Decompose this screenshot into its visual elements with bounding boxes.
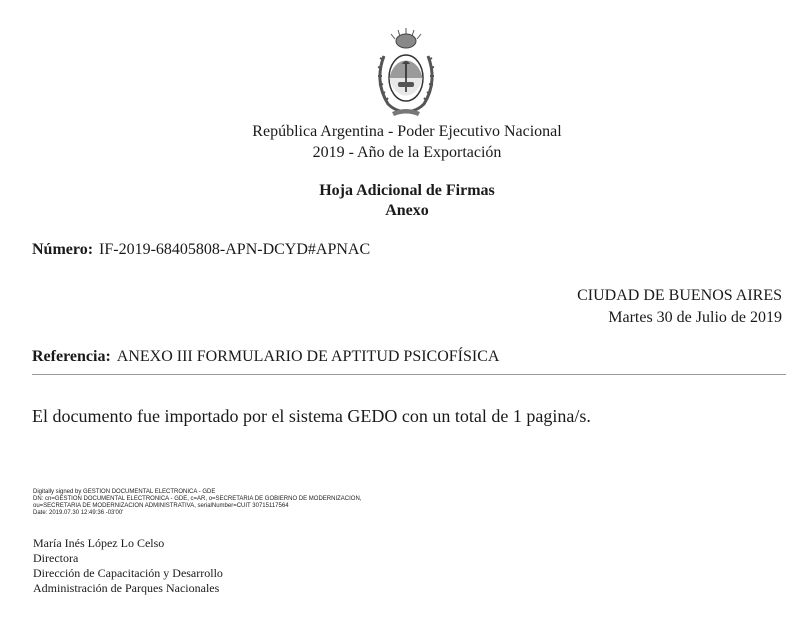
signer-role: Directora xyxy=(33,551,79,565)
place-date-block xyxy=(577,285,782,329)
coat-of-arms-icon xyxy=(374,26,438,120)
digital-signature-line: DN: cn=GESTION DOCUMENTAL ELECTRONICA - GDE, c=AR, o=SECRETARIA DE GOBIERNO DE MODERNIZACION, xyxy=(33,496,362,502)
header-year-motto: 2019 - Año de la Exportación xyxy=(312,144,502,161)
digital-signature-line: ou=SECRETARIA DE MODERNIZACION ADMINISTRATIVA, serialNumber=CUIT 30715117564 xyxy=(33,503,289,509)
reference xyxy=(32,347,499,367)
signer-organization: Administración de Parques Nacionales xyxy=(33,581,220,595)
digital-signature-line: Digitally signed by GESTION DOCUMENTAL ELECTRONICA - GDE xyxy=(33,489,216,495)
document-subtitle: Anexo xyxy=(385,202,429,219)
reference-label: Referencia: xyxy=(32,348,111,365)
document-number-label: Número: xyxy=(32,241,94,258)
signer-name: María Inés López Lo Celso xyxy=(33,536,165,550)
header-republic: República Argentina - Poder Ejecutivo Nacional xyxy=(252,123,562,140)
divider xyxy=(32,374,786,375)
signer-unit: Dirección de Capacitación y Desarrollo xyxy=(33,566,223,580)
signer-block xyxy=(33,536,223,596)
document-number xyxy=(32,240,370,260)
digital-signature-line: Date: 2019.07.30 12:49:36 -03'00' xyxy=(33,510,124,516)
city: CIUDAD DE BUENOS AIRES xyxy=(577,287,782,304)
date: Martes 30 de Julio de 2019 xyxy=(608,309,782,326)
document-number-value: IF-2019-68405808-APN-DCYD#APNAC xyxy=(99,241,371,258)
body-text: El documento fue importado por el sistema GEDO con un total de 1 pagina/s. xyxy=(32,406,591,426)
document-title: Hoja Adicional de Firmas xyxy=(319,182,495,199)
reference-value: ANEXO III FORMULARIO DE APTITUD PSICOFÍSICA xyxy=(116,348,500,365)
digital-signature-info xyxy=(33,489,361,517)
